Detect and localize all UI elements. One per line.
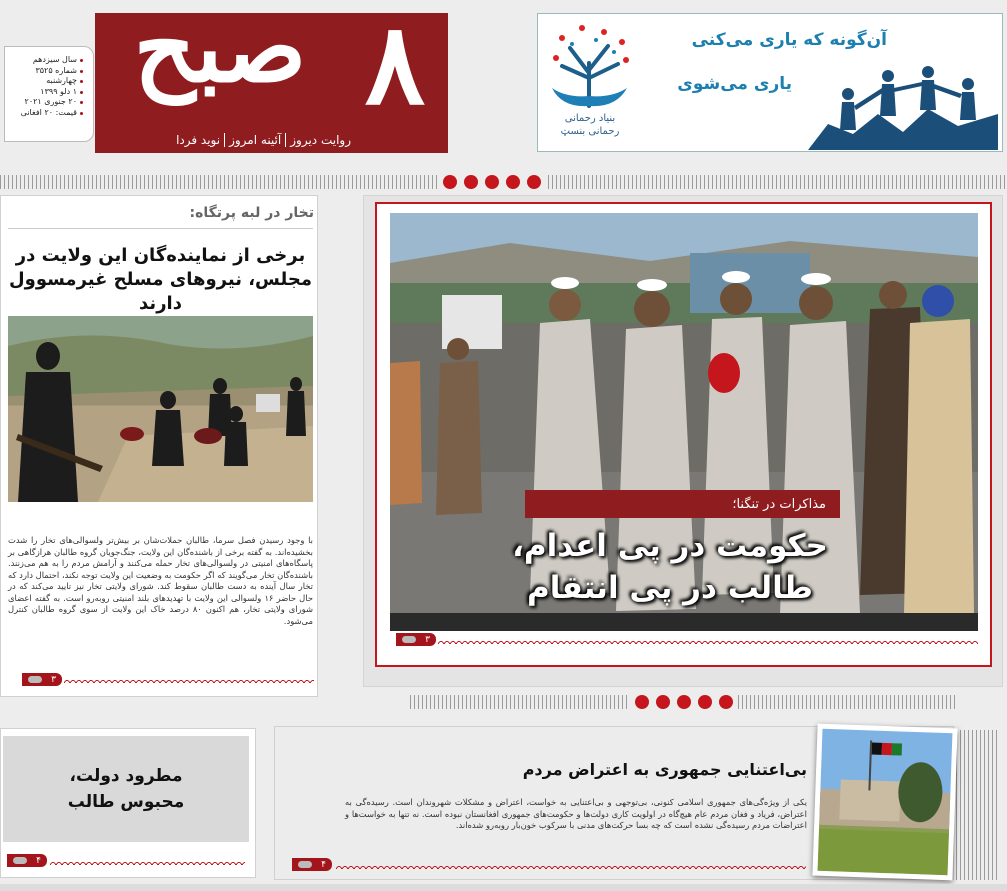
tagline-2: آئینه امروز <box>225 133 286 147</box>
footer-strip <box>0 884 1007 891</box>
militants-photo-illustration <box>8 316 313 502</box>
divider-dot <box>677 695 691 709</box>
ad-slogan-line-1: آن‌گونه که یاری می‌کنی <box>691 30 887 50</box>
left-story-wavy-line <box>64 675 314 683</box>
divider-dots-top <box>438 173 546 191</box>
palace-flag-photo-illustration <box>818 729 953 875</box>
divider-dot <box>506 175 520 189</box>
main-story-wavy-line <box>438 636 978 644</box>
divider-dot <box>635 695 649 709</box>
main-story-page-number: ۳ <box>425 634 430 645</box>
main-story-kicker: مذاکرات در تنگنا؛ <box>525 490 840 518</box>
logo-word: صبح <box>133 13 307 104</box>
bottom-story-page-tag[interactable] <box>292 858 332 871</box>
divider-dot <box>464 175 478 189</box>
meta-year: سال سیزدهم <box>5 55 83 66</box>
meta-price: قیمت: ۲۰ افغانی <box>5 108 83 119</box>
logo-number: ۸ <box>364 13 426 130</box>
main-headline-line-1: حکومت در پی اعدام، <box>512 528 828 564</box>
bottom-story-photo[interactable] <box>812 724 957 881</box>
left-story-headline[interactable]: برخی از نماینده‌گان این ولایت در مجلس، نیروهای مسلح غیرمسوول دارند <box>9 245 312 314</box>
divider-dot <box>656 695 670 709</box>
meta-date-solar: ۱ دلو ۱۳۹۹ <box>5 87 83 98</box>
tagline-1: روایت دیروز <box>290 133 351 147</box>
meta-issue: شماره ۳۵۲۵ <box>5 66 83 77</box>
side-box-wavy-line <box>50 857 245 865</box>
left-story-page-number: ۳ <box>51 674 56 685</box>
ad-org-line-2: رحمانی بنسټ <box>560 126 620 137</box>
bottom-story-page-number: ۴ <box>321 859 326 870</box>
main-headline-line-2: طالب در پی انتقام <box>526 570 814 606</box>
left-story-body: با وجود رسیدن فصل سرما، طالبان حملات‌شان بر بیش‌تر ولسوالی‌های تخار را شدت بخشیده‌اند. به گفته برخی از باشنده‌گان این ولایت، جنگ‌جویان گروه طالبان هرازگاهی بر پاسگاه‌های امنیتی در ولسوالی‌های تخار حمله می‌کنند و آرامش مردم را به هم می‌زنند. باشنده‌گان تخار می‌گویند که اگر حکومت به وضعیت این ولایت توجه نکند، احتمال دارد که تخار سال آینده به دست طالبان سقوط کند. شورای ولایتی تخار نیز تایید می‌کند که در حال حاضر ۱۶ ولسوالی این ولایت با تهدیدهای بلند امنیتی روبه‌رو است. به گفته اعضای شورای ولایتی تخار، هم اکنون ۸۰ درصد خاک این ولایت از سوی گروه طالبان کنترل می‌شود. <box>8 535 313 626</box>
bottom-story-headline[interactable]: بی‌اعتنایی جمهوری به اعتراض مردم <box>522 760 807 779</box>
side-box-page-number: ۴ <box>36 855 41 866</box>
kicker-underline <box>8 228 313 229</box>
divider-dot <box>719 695 733 709</box>
side-box-page-tag[interactable] <box>7 854 47 867</box>
side-box-line-2: محبوس طالب <box>67 792 185 812</box>
divider-dot <box>485 175 499 189</box>
left-story-page-tag[interactable] <box>22 673 62 686</box>
tree-hands-icon <box>542 18 637 110</box>
divider-dots-middle <box>630 693 738 711</box>
logo-taglines <box>95 127 355 153</box>
masthead-logo[interactable] <box>95 13 448 153</box>
side-box-headline[interactable] <box>3 736 249 842</box>
left-story-kicker: تخار در لبه پرتگاه: <box>189 205 314 221</box>
bottom-story-body: یکی از ویژه‌گی‌های جمهوری اسلامی کنونی، بی‌توجهی و بی‌اعتنایی به خواست، اعتراض و مشکلات شهروندان است. رسیده‌گی به اعتراض، فریاد و فغان مردم عام هیچ‌گاه در اولویت کاری دولت‌ها و حکومت‌های جمهوری افغانستان نبوده است. نه تنها به خواست‌ها و اعتراضات مردم رسیده‌گی نشده است که چه بسا حرکت‌های مدنی با سرکوب خون‌بار روبه‌رو شده‌اند. <box>345 797 807 830</box>
main-story-headline[interactable] <box>500 525 840 609</box>
ad-slogan-line-2: یاری می‌شوی <box>677 74 792 94</box>
main-story-page-tag[interactable] <box>396 633 436 646</box>
ad-org <box>550 112 630 138</box>
issue-meta <box>4 46 94 142</box>
meta-weekday: چهارشنبه <box>5 76 83 87</box>
ad-banner[interactable] <box>537 13 1003 152</box>
tagline-3: نوید فردا <box>172 133 225 147</box>
divider-dot <box>443 175 457 189</box>
bottom-story-wavy-line <box>336 861 806 869</box>
side-box-line-1: مطرود دولت، <box>69 766 183 786</box>
divider-dot <box>527 175 541 189</box>
meta-date-gregorian: ۲۰ جنوری ۲۰۲۱ <box>5 97 83 108</box>
divider-dot <box>698 695 712 709</box>
helping-hands-illustration <box>808 54 998 150</box>
left-story-photo[interactable] <box>8 316 313 502</box>
ad-org-line-1: بنیاد رحمانی <box>564 113 616 124</box>
